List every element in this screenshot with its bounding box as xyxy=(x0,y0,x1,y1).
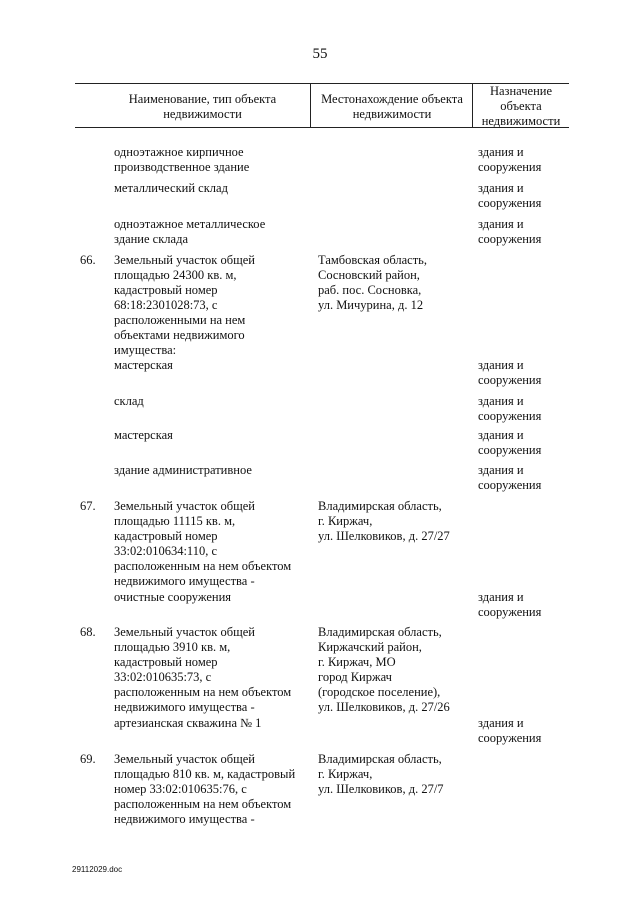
row-number: 66. xyxy=(80,253,96,267)
row-name: одноэтажное металлическое здание склада xyxy=(114,217,266,246)
row-name: здание административное xyxy=(114,463,252,477)
row-number: 69. xyxy=(80,752,96,766)
row-name: металлический склад xyxy=(114,181,228,195)
row-number: 68. xyxy=(80,625,96,639)
row-purpose: здания и сооружения xyxy=(478,217,542,246)
row-purpose: здания и сооружения xyxy=(478,463,542,492)
row-name: мастерская xyxy=(114,358,173,372)
row-purpose: здания и сооружения xyxy=(478,394,542,423)
row-purpose: здания и сооружения xyxy=(478,145,542,174)
row-purpose: здания и сооружения xyxy=(478,716,542,745)
row-name: склад xyxy=(114,394,144,408)
row-name: Земельный участок общей площадью 810 кв. м, кадастровый номер 33:02:010635:76, с расположенным на нем объектом недвижимого имущества - xyxy=(114,752,296,826)
row-name: мастерская xyxy=(114,428,173,442)
footer-filename: 29112029.doc xyxy=(72,865,123,874)
row-purpose: здания и сооружения xyxy=(478,358,542,387)
row-location: Владимирская область, г. Киржач, ул. Шелковиков, д. 27/27 xyxy=(318,499,450,543)
row-name: Земельный участок общей площадью 24300 кв. м, кадастровый номер 68:18:2301028:73, с расположенными на нем объектами недвижимого имущества: xyxy=(114,253,255,357)
row-name: артезианская скважина № 1 xyxy=(114,716,262,730)
page-number: 55 xyxy=(312,46,328,62)
row-purpose: здания и сооружения xyxy=(478,181,542,210)
row-name: Земельный участок общей площадью 11115 кв. м, кадастровый номер 33:02:010634:110, с расположенным на нем объектом недвижимого имущества - xyxy=(114,499,292,588)
row-purpose: здания и сооружения xyxy=(478,428,542,457)
column-header-purpose: Назначение объекта недвижимости xyxy=(481,84,561,128)
row-name: одноэтажное кирпичное производственное здание xyxy=(114,145,250,174)
column-header-name: Наименование, тип объекта недвижимости xyxy=(128,92,277,121)
row-location: Владимирская область, г. Киржач, ул. Шелковиков, д. 27/7 xyxy=(318,752,444,796)
row-name: очистные сооружения xyxy=(114,590,232,604)
row-location: Владимирская область, Киржачский район, г. Киржач, МО город Киржач (городское поселение), ул. Шелковиков, д. 27/26 xyxy=(318,625,450,714)
row-location: Тамбовская область, Сосновский район, раб. пос. Сосновка, ул. Мичурина, д. 12 xyxy=(318,253,427,312)
row-number: 67. xyxy=(80,499,96,513)
header-divider xyxy=(310,83,311,127)
row-purpose: здания и сооружения xyxy=(478,590,542,619)
column-header-location: Местонахождение объекта недвижимости xyxy=(321,92,463,121)
row-name: Земельный участок общей площадью 3910 кв. м, кадастровый номер 33:02:010635:73, с расположенным на нем объектом недвижимого имущества - xyxy=(114,625,292,714)
